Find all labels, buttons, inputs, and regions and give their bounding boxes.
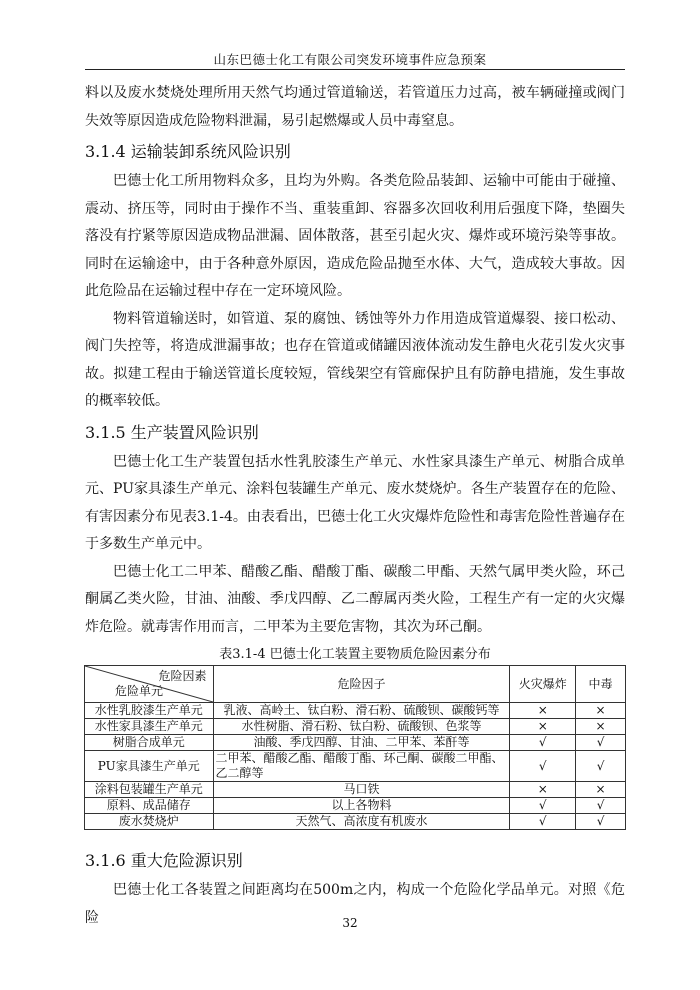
unit-cell: 涂料包装罐生产单元 — [85, 782, 214, 798]
table-row — [85, 814, 626, 830]
unit-cell: 树脂合成单元 — [85, 735, 214, 751]
table-row — [85, 798, 626, 814]
page-number: 32 — [342, 916, 358, 930]
document-body — [85, 80, 625, 932]
fire-cell: √ — [510, 751, 576, 782]
paragraph: 巴德士化工所用物料众多，且均为外购。各类危险品装卸、运输中可能由于碰撞、震动、挤压等，同时由于操作不当、重装重卸、容器多次回收利用后强度下降，垫圈失落没有拧紧等原因造成物品泄漏、固体散落，甚至引起火灾、爆炸或环境污染等事故。同时在运输途中，由于各种意外原因，造成危险品抛至水体、大气，造成较大事故。因此危险品在运输过程中存在一定环境风险。 — [85, 173, 625, 299]
unit-cell: 水性家具漆生产单元 — [85, 719, 214, 735]
unit-cell: PU家具漆生产单元 — [85, 751, 214, 782]
toxic-cell: √ — [576, 751, 626, 782]
table-row — [85, 703, 626, 719]
section-heading-3-1-6: 3.1.6 重大危险源识别 — [85, 851, 243, 870]
factors-cell: 二甲苯、醋酸乙酯、醋酸丁酯、环己酮、碳酸二甲酯、乙二醇等 — [213, 751, 510, 782]
paragraph: 物料管道输送时，如管道、泵的腐蚀、锈蚀等外力作用造成管道爆裂、接口松动、阀门失控等，将造成泄漏事故；也存在管道或储罐因液体流动发生静电火花引发火灾事故。拟建工程由于输送管道长度较短，管线架空有管廊保护且有防静电措施，发生事故的概率较低。 — [85, 310, 625, 409]
paragraph: 巴德士化工生产装置包括水性乳胶漆生产单元、水性家具漆生产单元、树脂合成单元、PU家具漆生产单元、涂料包装罐生产单元、废水焚烧炉。各生产装置存在的危险、有害因素分布见表3.1-4。由表看出，巴德士化工火灾爆炸危险性和毒害危险性普遍存在于多数生产单元中。 — [85, 453, 625, 552]
fire-cell: √ — [510, 798, 576, 814]
toxic-cell: √ — [576, 798, 626, 814]
factors-cell: 马口铁 — [213, 782, 510, 798]
factors-cell: 以上各物料 — [213, 798, 510, 814]
toxic-cell: √ — [576, 735, 626, 751]
table-caption: 表3.1-4 巴德士化工装置主要物质危险因素分布 — [219, 647, 491, 662]
diagonal-header-cell — [85, 666, 214, 703]
fire-cell: √ — [510, 735, 576, 751]
unit-cell: 废水焚烧炉 — [85, 814, 214, 830]
table-header-row — [85, 666, 626, 703]
toxic-cell: × — [576, 703, 626, 719]
fire-cell: × — [510, 719, 576, 735]
section-heading-3-1-4: 3.1.4 运输装卸系统风险识别 — [85, 142, 291, 161]
unit-cell: 原料、成品储存 — [85, 798, 214, 814]
paragraph: 料以及废水焚烧处理所用天然气均通过管道输送，若管道压力过高，被车辆碰撞或阀门失效等原因造成危险物料泄漏，易引起燃爆或人员中毒窒息。 — [85, 85, 625, 129]
table-row — [85, 782, 626, 798]
header-toxic: 中毒 — [576, 666, 626, 703]
factors-cell: 天然气、高浓度有机废水 — [213, 814, 510, 830]
fire-cell: √ — [510, 814, 576, 830]
unit-cell: 水性乳胶漆生产单元 — [85, 703, 214, 719]
header-hazard-factor: 危险因素 — [158, 669, 207, 683]
factors-cell: 油酸、季戊四醇、甘油、二甲苯、苯酐等 — [213, 735, 510, 751]
factors-cell: 乳液、高岭土、钛白粉、滑石粉、硫酸钡、碳酸钙等 — [213, 703, 510, 719]
section-heading-3-1-5: 3.1.5 生产装置风险识别 — [85, 422, 259, 442]
paragraph: 巴德士化工各装置之间距离均在500m之内，构成一个危险化学品单元。对照《危险 — [85, 882, 625, 926]
toxic-cell: × — [576, 719, 626, 735]
page-header: 山东巴德士化工有限公司突发环境事件应急预案 — [213, 52, 487, 67]
table-row — [85, 719, 626, 735]
toxic-cell: × — [576, 782, 626, 798]
table-row — [85, 735, 626, 751]
header-hazard-unit: 危险单元 — [115, 684, 164, 698]
fire-cell: × — [510, 782, 576, 798]
header-factors: 危险因子 — [213, 666, 510, 703]
fire-cell: × — [510, 703, 576, 719]
table-row — [85, 751, 626, 782]
paragraph: 巴德士化工二甲苯、醋酸乙酯、醋酸丁酯、碳酸二甲酯、天然气属甲类火险，环己酮属乙类火险，甘油、油酸、季戊四醇、乙二醇属丙类火险，工程生产有一定的火灾爆炸危险。就毒害作用而言，二甲苯为主要危害物，其次为环己酮。 — [85, 563, 625, 635]
toxic-cell: √ — [576, 814, 626, 830]
hazard-table — [84, 665, 626, 830]
factors-cell: 水性树脂、滑石粉、钛白粉、硫酸钡、色浆等 — [213, 719, 510, 735]
header-rule — [85, 69, 625, 70]
header-fire-explosion: 火灾爆炸 — [510, 666, 576, 703]
